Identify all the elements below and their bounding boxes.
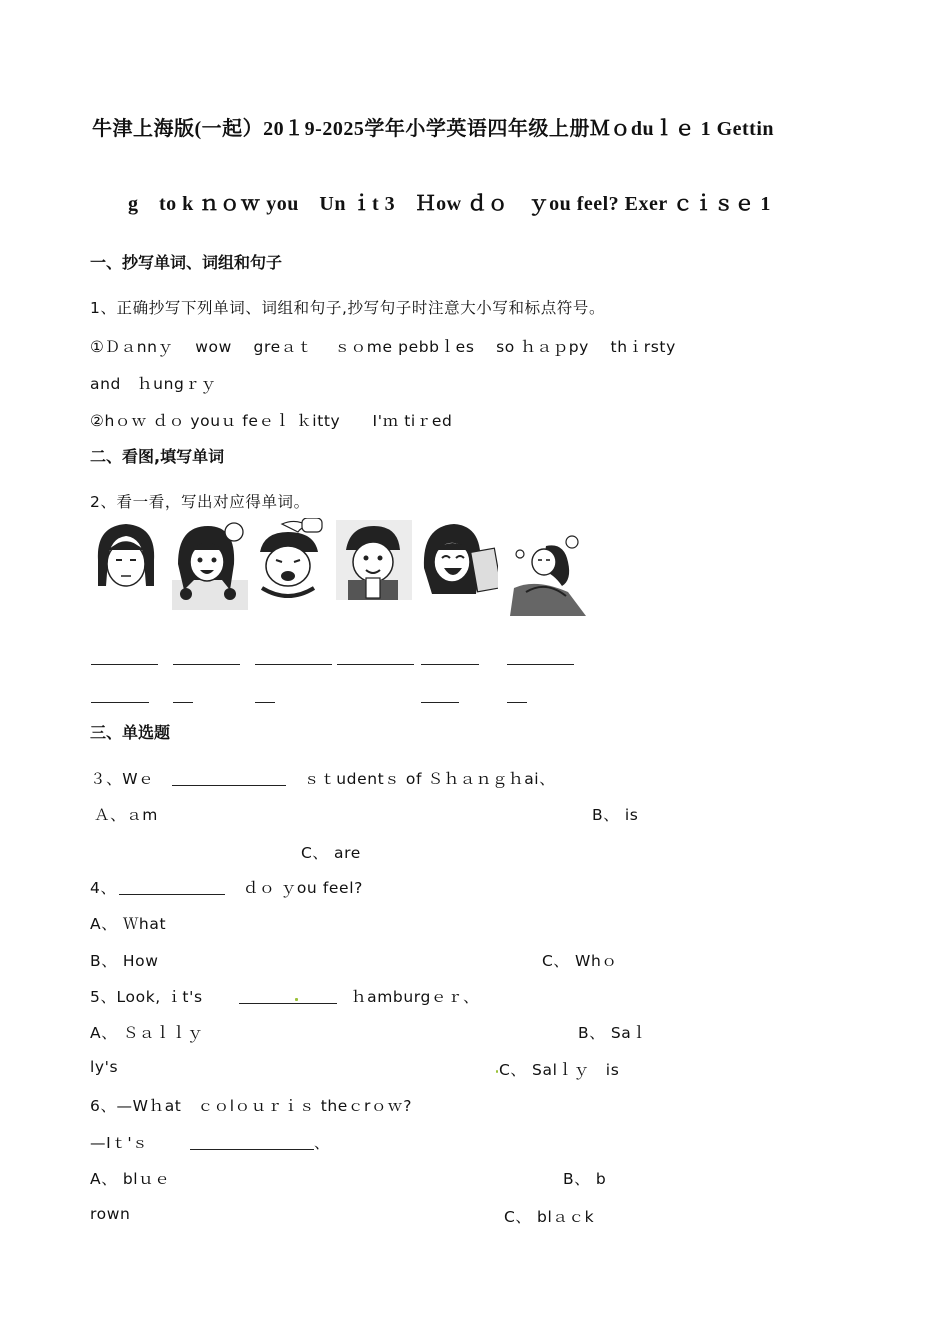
q5-option-b-part2[interactable]: ly's <box>90 1058 119 1076</box>
green-speck <box>295 998 298 1001</box>
q3-stem-start: ３、Wｅ <box>90 770 155 788</box>
q6-option-b-part2[interactable]: rown <box>90 1205 131 1223</box>
q6-answer-blank[interactable] <box>190 1149 314 1150</box>
q4-option-a[interactable]: A、 Ｗhat <box>90 915 167 933</box>
picture-answer-blank-1[interactable] <box>91 664 158 665</box>
girl-happy-face-picture <box>172 520 248 610</box>
copy-words-line-2: and ｈungｒｙ <box>90 375 217 393</box>
q4-option-c[interactable]: C、 Whｏ <box>542 952 618 970</box>
picture-answer-blank-3[interactable] <box>255 664 332 665</box>
q3-stem-end: ｓｔudentｓ of Ｓｈａｎｇｈai、 <box>304 770 556 788</box>
girl-laughing-face-picture <box>418 520 498 604</box>
q4-answer-blank[interactable] <box>119 894 225 895</box>
q4-option-b[interactable]: B、 How <box>90 952 159 970</box>
q6-option-c[interactable]: C、 blａｃk <box>504 1208 595 1226</box>
q6-option-b-part1[interactable]: B、 b <box>563 1170 607 1188</box>
q6-stem: 6、—Wｈat ｃｏlｏｕｒｉｓ theｃrｏｗ? <box>90 1097 413 1115</box>
q3-answer-blank[interactable] <box>172 785 286 786</box>
section-1-heading: 一、抄写单词、词组和句子 <box>90 253 283 272</box>
section-3-heading: 三、单选题 <box>90 723 171 742</box>
q6-option-a[interactable]: A、 blｕｅ <box>90 1170 171 1188</box>
q5-option-a[interactable]: A、 Ｓａｌｌｙ <box>90 1024 204 1042</box>
picture-answer-blank-2b[interactable] <box>173 702 193 703</box>
picture-answer-blank-3b[interactable] <box>255 702 275 703</box>
section-1-instruction: 1、正确抄写下列单词、词组和句子,抄写句子时注意大小写和标点符号。 <box>90 299 606 317</box>
picture-answer-blank-5b[interactable] <box>421 702 459 703</box>
q5-option-c[interactable]: C、 Salｌｙ is <box>499 1061 620 1079</box>
copy-sentence: ②hｏｗ ｄｏ youｕ feｅｌ ｋitty I'ｍ tiｒed <box>90 412 453 430</box>
q5-option-b-part1[interactable]: B、 Saｌ <box>578 1024 648 1042</box>
picture-answer-blank-6b[interactable] <box>507 702 527 703</box>
q6-answer-end: 、 <box>314 1134 331 1152</box>
title-line-2: g to k ｎｏｗ you Un ｉt 3 Ｈow ｄｏ ｙou feel? Exer ｃｉｓｅ 1 <box>128 193 771 215</box>
boy-thirsty-face-picture <box>336 520 412 600</box>
picture-answer-blank-5[interactable] <box>421 664 479 665</box>
q4-stem-start: 4、 <box>90 879 117 897</box>
section-2-heading: 二、看图,填写单词 <box>90 447 225 466</box>
q5-stem-end: ｈamburgｅｒ、 <box>351 988 480 1006</box>
girl-neutral-face-picture <box>90 520 162 592</box>
q5-stem-start: 5、Look, ｉt's <box>90 988 203 1006</box>
picture-answer-blank-1b[interactable] <box>91 702 149 703</box>
q3-option-b[interactable]: B、 is <box>592 806 639 824</box>
picture-answer-blank-4[interactable] <box>337 664 414 665</box>
green-speck-2 <box>496 1070 498 1073</box>
q3-option-c[interactable]: C、 are <box>301 844 361 862</box>
boy-hungry-face-picture <box>252 518 332 600</box>
picture-answer-blank-6[interactable] <box>507 664 574 665</box>
title-line-1: 牛津上海版(一起）20１9-2025学年小学英语四年级上册Ｍｏduｌｅ 1 Gettin <box>92 118 774 140</box>
q6-answer-start: —Iｔ'ｓ <box>90 1134 149 1152</box>
picture-answer-blank-2[interactable] <box>173 664 240 665</box>
girl-tired-sitting-picture <box>506 532 590 616</box>
copy-words-line-1: ①Ｄａnnｙ wow greａｔ ｓｏme pebbｌes so ｈａｐpy thｉrsty <box>90 338 676 356</box>
q4-stem-end: ｄｏ ｙou feel? <box>243 879 363 897</box>
q5-answer-blank[interactable] <box>239 1003 337 1004</box>
q3-option-a[interactable]: Ａ、ａm <box>94 806 158 824</box>
section-2-instruction: 2、看一看，写出对应得单词。 <box>90 493 310 511</box>
